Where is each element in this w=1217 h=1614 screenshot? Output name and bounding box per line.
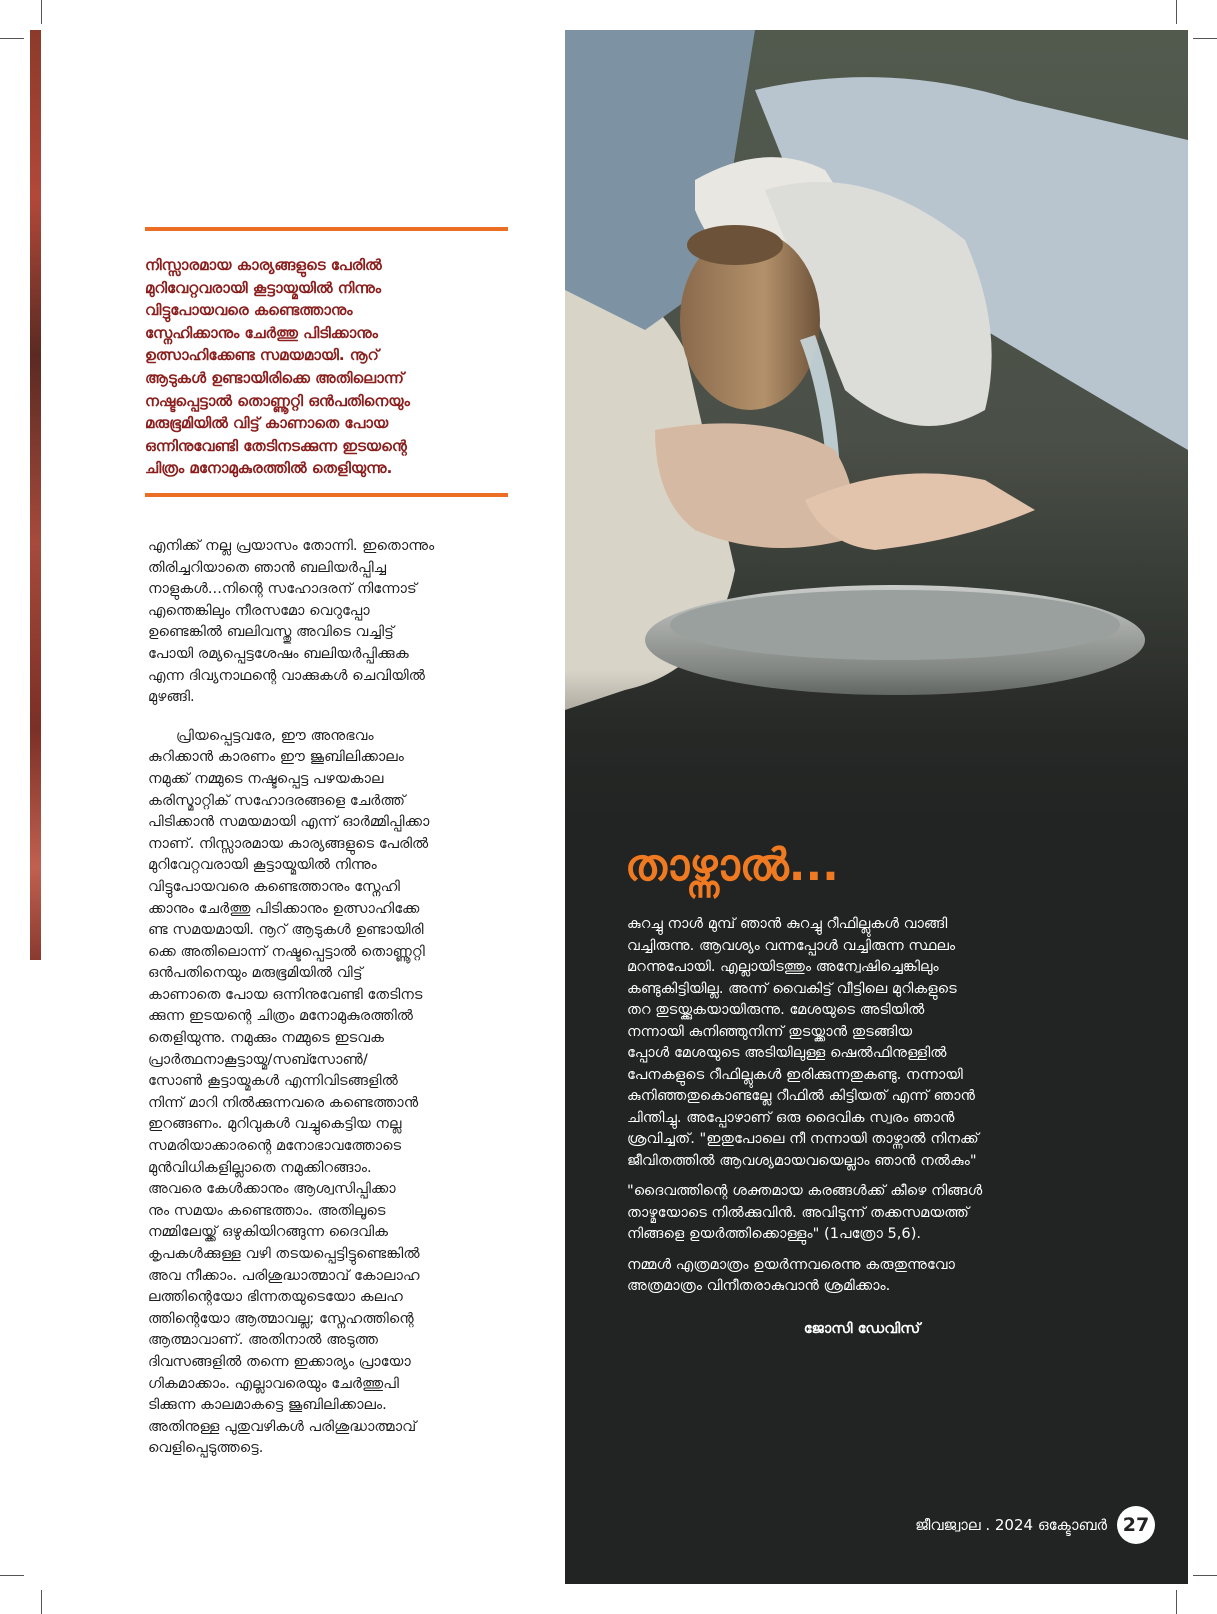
article-title: താഴ്ന്നാൽ... (625, 840, 839, 891)
crop-mark (0, 1575, 24, 1576)
photo-bottom-fade (565, 670, 1188, 850)
pull-quote-top-rule (145, 227, 508, 231)
jug-mouth (687, 225, 783, 265)
page-number: 27 (1117, 1506, 1155, 1544)
body-paragraph: എനിക്ക് നല്ല പ്രയാസം തോന്നി. ഇതൊന്നും തിരിച്ചറിയാതെ ഞാൻ ബലിയർപ്പിച്ച നാളുകൾ...നിന്റെ സഹോദരന് നിന്നോട് എന്തെങ്കിലും നീരസമോ വെറുപ്പോ ഉണ്ടെങ്കിൽ ബലിവസ്തു അവിടെ വച്ചിട്ട് പോയി രമ്യപ്പെട്ടശേഷം ബലിയർപ്പിക്കുക എന്ന ദിവ്യനാഥന്റെ വാക്കുകൾ ചെവിയിൽ മുഴങ്ങി. (148, 537, 435, 706)
crop-mark (41, 1590, 42, 1614)
pull-quote: നിസ്സാരമായ കാര്യങ്ങളുടെ പേരിൽ മുറിവേറ്റവരായി കൂട്ടായ്മയിൽ നിന്നും വിട്ടുപോയവരെ കണ്ടെത്താനും സ്നേഹിക്കാനും ചേർത്തു പിടിക്കാനും ഉത്സാഹിക്കേണ്ട സമയമായി. നൂറ് ആടുകൾ ഉണ്ടായിരിക്കെ അതിലൊന്ന് നഷ്ടപ്പെട്ടാൽ തൊണ്ണൂറ്റി ഒൻപതിനെയും മരുഭൂമിയിൽ വിട്ട് കാണാതെ പോയ ഒന്നിനുവേണ്ടി തേടിനടക്കുന്ന ഇടയന്റെ ചിത്രം മനോമുകുരത്തിൽ തെളിയുന്നു. (145, 256, 410, 478)
previous-page-edge-image (30, 30, 41, 960)
pull-quote-bottom-rule (145, 493, 508, 497)
crop-mark (0, 38, 24, 39)
author-name: ജോസി ഡേവിസ് (803, 1320, 921, 1337)
panel-paragraph: കുറച്ചു നാൾ മുമ്പ് ഞാൻ കുറച്ചു റീഫില്ലുകൾ വാങ്ങി വച്ചിരുന്നു. ആവശ്യം വന്നപ്പോൾ വച്ചിരുന്ന സ്ഥലം മറന്നുപോയി. എല്ലായിടത്തും അന്വേഷിച്ചെങ്കിലും കണ്ടുകിട്ടിയില്ല. അന്ന് വൈകിട്ട് വീട്ടിലെ മുറികളുടെ തറ തുടയ്ക്കുകയായിരുന്നു. മേശയുടെ അടിയിൽ നന്നായി കുനിഞ്ഞുനിന്ന് തുടയ്ക്കാൻ തുടങ്ങിയ പ്പോൾ മേശയുടെ അടിയിലുള്ള ഷെൽഫിനുള്ളിൽ പേനകളുടെ റീഫില്ലുകൾ ഇരിക്കുന്നതുകണ്ടു. നന്നായി കുനിഞ്ഞതുകൊണ്ടല്ലേ റീഫിൽ കിട്ടിയത് എന്ന് ഞാൻ ചിന്തിച്ചു. അപ്പോഴാണ് ഒരു ദൈവിക സ്വരം ഞാൻ ശ്രവിച്ചത്. "ഇതുപോലെ നീ നന്നായി താഴ്ന്നാൽ നിനക്ക് ജീവിതത്തിൽ ആവശ്യമായവയെല്ലാം ഞാൻ നൽകും" (627, 915, 979, 1169)
article-body-panel (627, 913, 1097, 1306)
crop-mark (1176, 0, 1177, 24)
panel-paragraph: "ദൈവത്തിന്റെ ശക്തമായ കരങ്ങൾക്ക് കീഴെ നിങ്ങൾ താഴ്മയോടെ നിൽക്കുവിൻ. അവിടുന്ന് തക്കസമയത്ത് നിങ്ങളെ ഉയർത്തിക്കൊള്ളും" (1പത്രോ 5,6). (627, 1182, 983, 1242)
publication-name-date: ജീവജ്വാല . 2024 ഒക്ടോബർ (915, 1516, 1107, 1534)
crop-mark (1193, 1575, 1217, 1576)
crop-mark (41, 0, 42, 24)
page-footer (760, 1505, 1155, 1545)
crop-mark (1176, 1590, 1177, 1614)
feet-washing-photo (565, 30, 1188, 850)
crop-mark (1193, 38, 1217, 39)
article-body-left-column (148, 535, 518, 1476)
basin-inner (670, 590, 1120, 660)
panel-paragraph: നമ്മൾ എത്രമാത്രം ഉയർന്നവരെന്നു കരുതുന്നുവോ അത്രമാത്രം വിനീതരാകുവാൻ ശ്രമിക്കാം. (627, 1255, 955, 1294)
body-paragraph: പ്രിയപ്പെട്ടവരേ, ഈ അനുഭവം കുറിക്കാൻ കാരണം ഈ ജൂബിലിക്കാലം നമുക്ക് നമ്മുടെ നഷ്ടപ്പെട്ട പഴയകാല കരിസ്മാറ്റിക് സഹോദരങ്ങളെ ചേർത്ത് പിടിക്കാൻ സമയമായി എന്ന് ഓർമ്മിപ്പിക്കാ നാണ്. നിസ്സാരമായ കാര്യങ്ങളുടെ പേരിൽ മുറിവേറ്റവരായി കൂട്ടായ്മയിൽ നിന്നും വിട്ടുപോയവരെ കണ്ടെത്താനും സ്നേഹി ക്കാനും ചേർത്തു പിടിക്കാനും ഉത്സാഹിക്കേ ണ്ട സമയമായി. നൂറ് ആടുകൾ ഉണ്ടായിരി ക്കെ അതിലൊന്ന് നഷ്ടപ്പെട്ടാൽ തൊണ്ണൂറ്റി ഒൻപതിനെയും മരുഭൂമിയിൽ വിട്ട് കാണാതെ പോയ ഒന്നിനുവേണ്ടി തേടിനട ക്കുന്ന ഇടയന്റെ ചിത്രം മനോമുകുരത്തിൽ തെളിയുന്നു. നമുക്കും നമ്മുടെ ഇടവക പ്രാർത്ഥനാകൂട്ടായ്മ/സബ്സോൺ/ സോൺ കൂട്ടായ്മകൾ എന്നിവിടങ്ങളിൽ നിന്ന് മാറി നിൽക്കുന്നവരെ കണ്ടെത്താൻ ഇറങ്ങണം. മുറിവുകൾ വച്ചുകെട്ടിയ നല്ല സമരിയാക്കാരന്റെ മനോഭാവത്തോടെ മുൻവിധികളില്ലാതെ നമുക്കിറങ്ങാം. അവരെ കേൾക്കാനും ആശ്വസിപ്പിക്കാ നും സമയം കണ്ടെത്താം. അതിലൂടെ നമ്മിലേയ്ക്ക് ഒഴുകിയിറങ്ങുന്ന ദൈവിക കൃപകൾക്കുള്ള വഴി തടയപ്പെട്ടിട്ടുണ്ടെങ്കിൽ അവ നീക്കാം. പരിശുദ്ധാത്മാവ് കോലാഹ ലത്തിന്റെയോ ഭിന്നതയുടെയോ കലഹ ത്തിന്റെയോ ആത്മാവല്ല; സ്നേഹത്തിന്റെ ആത്മാവാണ്. അതിനാൽ അടുത്ത ദിവസങ്ങളിൽ തന്നെ ഇക്കാര്യം പ്രായോ ഗികമാക്കാം. എല്ലാവരെയും ചേർത്തുപി ടിക്കുന്ന കാലമാകട്ടെ ജൂബിലിക്കാലം. അതിനുള്ള പുതുവഴികൾ പരിശുദ്ധാത്മാവ് വെളിപ്പെടുത്തട്ടെ. (148, 726, 430, 1457)
